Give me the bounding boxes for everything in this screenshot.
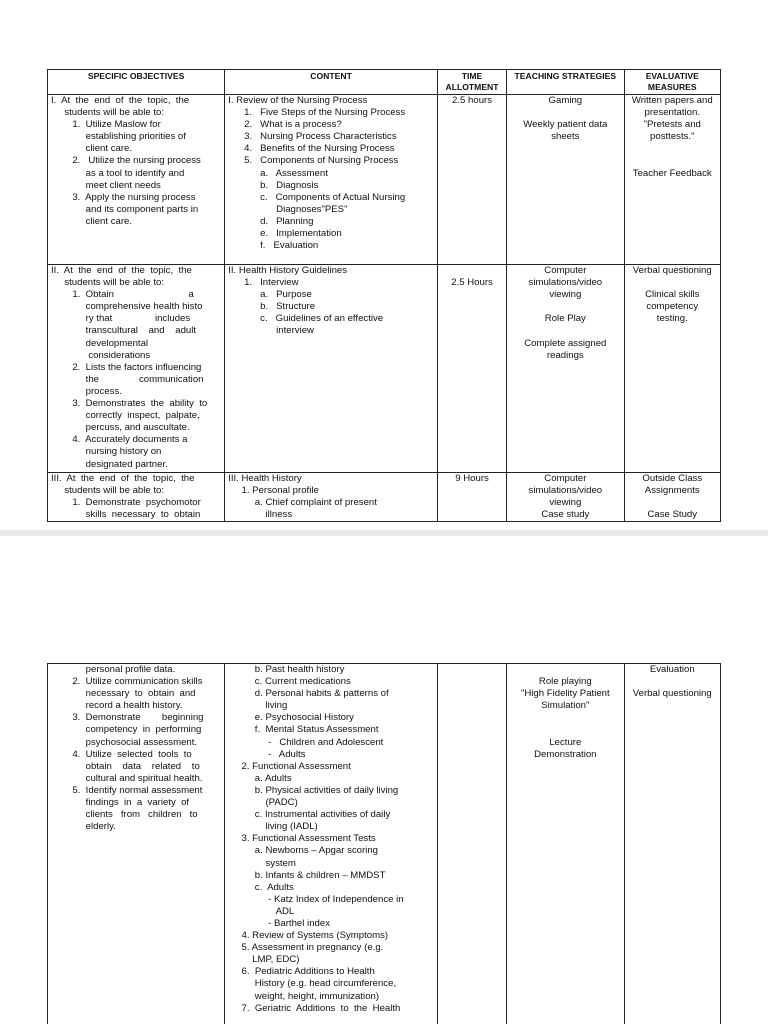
cell-text-line: b. Infants & children – MMDST [228,869,386,881]
cell-text-line: personal profile data. [51,664,176,675]
cell-text-line: necessary to obtain and [51,688,196,700]
cell-text-line: Computer [544,473,587,484]
cell-text-line: 2. Lists the factors influencing [51,361,202,373]
cell-text-line: 4. Accurately documents a [51,434,188,446]
cell-text-line: 2. What is a process? [228,119,342,131]
cell-text-line: 3. Apply the nursing process [51,191,196,203]
cell-text-line: client care. [51,215,133,227]
cell-text-line: Case study [541,509,590,521]
cell-text-line: c. Components of Actual Nursing [228,191,406,203]
content-cell [225,265,438,473]
cell-text-line [628,155,717,167]
cell-text-line [628,497,717,509]
cell-text-line: a. Assessment [228,167,328,179]
cell-text-line: 3. Functional Assessment Tests [228,833,376,845]
cell-text-line: 2.5 hours [452,95,493,106]
evaluation-cell [624,664,720,1024]
time-cell [437,664,506,1024]
cell-text-line: weight, height, immunization) [228,990,380,1002]
strategies-cell [507,473,624,522]
cell-text-line: Verbal questioning [632,265,712,276]
cell-text-line: psychosocial assessment. [51,736,198,748]
cell-text-line: c. Instrumental activities of daily [228,809,391,821]
evaluation-cell [624,473,720,522]
cell-text-line: 6. Pediatric Additions to Health [228,966,375,978]
cell-text-line: 9 Hours [455,473,489,484]
curriculum-table-continued [47,663,721,1024]
objectives-cell [48,473,225,522]
cell-text-line: LMP, EDC) [228,954,300,966]
table-row-health-history [48,473,721,522]
cell-text-line: designated partner. [51,458,168,470]
cell-text-line: illness [228,509,293,521]
cell-text-line: II. At the end of the topic, the [51,265,192,276]
cell-text-line: transcultural and adult [51,325,197,337]
header-evaluative-measures: EVALUATIVE MEASURES [624,70,720,95]
cell-text-line [441,265,503,277]
cell-text-line: considerations [51,349,151,361]
cell-text-line: ry that includes [51,313,191,325]
cell-text-line: record a health history. [51,700,183,712]
cell-text-line: a. Purpose [228,289,312,301]
cell-text-line [510,325,620,337]
cell-text-line: b. Past health history [228,664,345,675]
cell-text-line [628,676,717,688]
cell-text-line: process. [51,385,122,397]
cell-text-line: correctly inspect, palpate, [51,410,200,422]
cell-text-line: III. Health History [228,473,302,484]
cell-text-line: nursing history on [51,446,162,458]
cell-text-line: Simulation" [541,700,590,712]
cell-text-line: c. Adults [228,881,294,893]
cell-text-line [510,724,620,736]
time-cell [437,95,506,265]
cell-text-line: sheets [551,131,580,143]
cell-text-line: cultural and spiritual health. [51,772,203,784]
evaluation-cell [624,95,720,265]
cell-text-line: Evaluation [649,664,695,675]
cell-text-line: a. Chief complaint of present [228,497,377,509]
cell-text-line: c. Guidelines of an effective [228,313,384,325]
table-row-health-history-guidelines [48,265,721,473]
cell-text-line: 1. Five Steps of the Nursing Process [228,107,406,119]
cell-text-line: Role Play [544,313,586,325]
cell-text-line: e. Implementation [228,228,342,240]
cell-text-line: Complete assigned [524,337,607,349]
cell-text-line: obtain data related to [51,760,200,772]
cell-text-line: 3. Nursing Process Characteristics [228,131,397,143]
strategies-cell [507,265,624,473]
cell-text-line: skills necessary to obtain [51,509,201,521]
evaluation-cell [624,265,720,473]
cell-text-line: a. Newborns – Apgar scoring [228,845,378,857]
cell-text-line: developmental [51,337,149,349]
cell-text-line: "Pretests and [643,119,701,131]
cell-text-line: History (e.g. head circumference, [228,978,397,990]
header-content: CONTENT [225,70,438,95]
cell-text-line [628,277,717,289]
cell-text-line: 2. Utilize communication skills [51,676,203,688]
cell-text-line [510,301,620,313]
cell-text-line: competency in performing [51,724,202,736]
cell-text-line: 5. Identify normal assessment [51,784,203,796]
cell-text-line: Computer [544,265,587,276]
cell-text-line: system [228,857,296,869]
cell-text-line: and its component parts in [51,203,199,215]
cell-text-line: Outside Class [642,473,703,484]
cell-text-line: interview [228,325,314,337]
cell-text-line: f. Mental Status Assessment [228,724,379,736]
cell-text-line: 1. Obtain a [51,289,194,301]
cell-text-line: "High Fidelity Patient [520,688,610,700]
cell-text-line: Verbal questioning [632,688,712,700]
cell-text-line: II. Health History Guidelines [228,265,348,276]
cell-text-line [510,664,620,676]
cell-text-line: (PADC) [228,797,298,809]
cell-text-line: - Katz Index of Independence in [228,893,404,905]
cell-text-line: percuss, and auscultate. [51,422,190,434]
document-page-2 [0,536,768,1024]
strategies-cell [507,664,624,1024]
cell-text-line: readings [546,349,584,361]
header-specific-objectives: SPECIFIC OBJECTIVES [48,70,225,95]
cell-text-line [510,712,620,724]
cell-text-line: comprehensive health histo [51,301,203,313]
cell-text-line: 2.5 Hours [451,277,493,289]
cell-text-line: b. Physical activities of daily living [228,784,399,796]
objectives-cell [48,664,225,1024]
cell-text-line: students will be able to: [51,485,165,497]
cell-text-line: 1. Interview [228,277,299,289]
cell-text-line: 4. Review of Systems (Symptoms) [228,930,389,942]
cell-text-line: students will be able to: [51,107,165,119]
time-cell [437,473,506,522]
cell-text-line: Role playing [538,676,592,688]
cell-text-line: 4. Benefits of the Nursing Process [228,143,395,155]
cell-text-line: - Barthel index [228,917,330,929]
cell-text-line: a. Adults [228,772,292,784]
table-row-nursing-process [48,95,721,265]
cell-text-line: Assignments [644,485,700,497]
cell-text-line: c. Current medications [228,676,351,688]
content-cell [225,664,438,1024]
cell-text-line: I. Review of the Nursing Process [228,95,368,106]
cell-text-line: Demonstration [534,748,597,760]
cell-text-line: Clinical skills [645,289,700,301]
time-cell [437,265,506,473]
cell-text-line: - Children and Adolescent [228,736,384,748]
cell-text-line: 4. Utilize selected tools to [51,748,192,760]
cell-text-line: viewing [549,289,582,301]
cell-text-line: Lecture [549,736,582,748]
cell-text-line: meet client needs [51,179,161,191]
cell-text-line: Weekly patient data [523,119,608,131]
cell-text-line: elderly. [51,821,116,833]
cell-text-line: findings in a variety of [51,797,190,809]
cell-text-line: 3. Demonstrate beginning [51,712,204,724]
cell-text-line: clients from children to [51,809,198,821]
content-cell [225,95,438,265]
cell-text-line: 5. Components of Nursing Process [228,155,399,167]
cell-text-line: presentation. [644,107,700,119]
cell-text-line: f. Evaluation [228,240,319,252]
cell-text-line: d. Personal habits & patterns of [228,688,389,700]
content-cell [225,473,438,522]
cell-text-line: Diagnoses"PES" [228,203,348,215]
cell-text-line: students will be able to: [51,277,165,289]
strategies-cell [507,95,624,265]
cell-text-line [510,107,620,119]
cell-text-line: 1. Utilize Maslow for [51,119,161,131]
cell-text-line: simulations/video [528,277,603,289]
header-teaching-strategies: TEACHING STRATEGIES [507,70,624,95]
cell-text-line: 2. Functional Assessment [228,760,351,772]
cell-text-line: 1. Demonstrate psychomotor [51,497,201,509]
cell-text-line: 1. Personal profile [228,485,319,497]
cell-text-line: establishing priorities of [51,131,186,143]
cell-text-line: Teacher Feedback [632,167,712,179]
cell-text-line: the communication [51,373,204,385]
cell-text-line: 3. Demonstrates the ability to [51,398,208,410]
cell-text-line: as a tool to identify and [51,167,185,179]
cell-text-line: testing. [656,313,688,325]
cell-text-line [628,143,717,155]
cell-text-line: living [228,700,288,712]
cell-text-line: ADL [228,905,295,917]
objectives-cell [48,95,225,265]
table-header-row [48,70,721,95]
cell-text-line: viewing [549,497,582,509]
cell-text-line: b. Diagnosis [228,179,319,191]
objectives-cell [48,265,225,473]
cell-text-line: living (IADL) [228,821,318,833]
cell-text-line: Gaming [548,95,583,106]
cell-text-line: simulations/video [528,485,603,497]
cell-text-line: Case Study [647,509,698,521]
cell-text-line: - Adults [228,748,306,760]
cell-text-line: 7. Geriatric Additions to the Health [228,1002,401,1014]
cell-text-line: e. Psychosocial History [228,712,354,724]
cell-text-line: b. Structure [228,301,316,313]
header-time-allotment: TIME ALLOTMENT [437,70,506,95]
cell-text-line: 2. Utilize the nursing process [51,155,201,167]
table-row-continued [48,664,721,1024]
cell-text-line: competency [646,301,699,313]
cell-text-line: d. Planning [228,215,314,227]
cell-text-line: III. At the end of the topic, the [51,473,195,484]
cell-text-line: posttests." [650,131,695,143]
cell-text-line: I. At the end of the topic, the [51,95,190,106]
cell-text-line: Written papers and [631,95,713,106]
curriculum-table [47,69,721,522]
cell-text-line: 5. Assessment in pregnancy (e.g. [228,942,384,954]
cell-text-line: client care. [51,143,133,155]
